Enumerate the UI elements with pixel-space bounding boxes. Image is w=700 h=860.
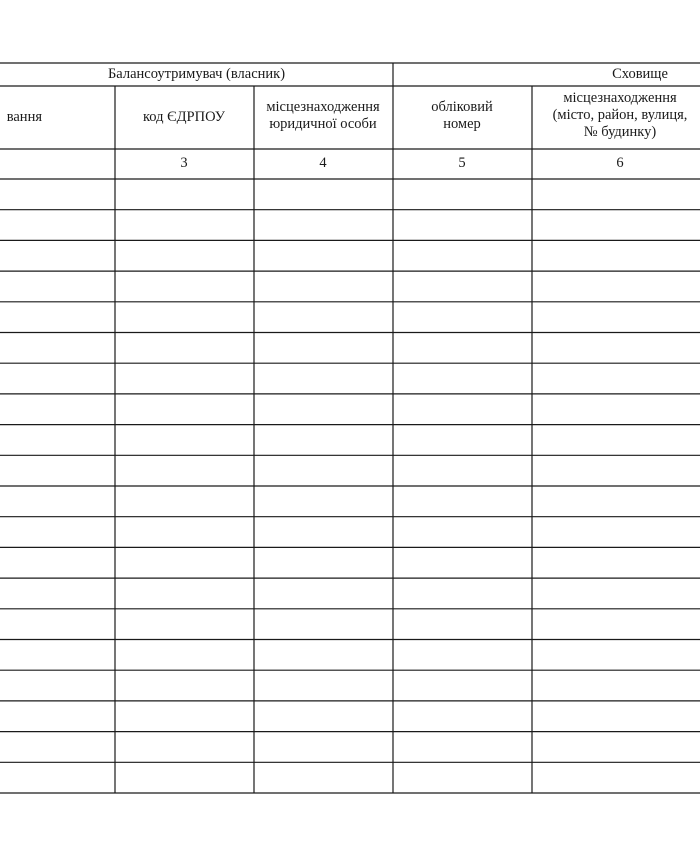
storage-location-line-1: місцезнаходження — [563, 90, 677, 106]
column-number-4: 4 — [319, 155, 327, 171]
column-header-name: вання — [6, 109, 42, 125]
storage-location-line-2: (місто, район, вулиця, — [552, 107, 688, 123]
column-header-registration-number — [393, 99, 531, 133]
column-number-5: 5 — [458, 155, 466, 171]
column-header-storage-location — [532, 90, 700, 141]
column-header-edrpou: код ЄДРПОУ — [142, 109, 226, 125]
column-number-3: 3 — [180, 155, 188, 171]
column-header-legal-location — [254, 99, 392, 133]
column-number-6: 6 — [616, 155, 624, 171]
registration-number-line-1: обліковий — [431, 99, 493, 115]
storage-location-line-3: № будинку) — [583, 124, 657, 140]
registration-number-line-2: номер — [443, 116, 481, 132]
legal-location-line-2: юридичної особи — [269, 116, 377, 132]
legal-location-line-1: місцезнаходження — [266, 99, 380, 115]
storage-group-header: Сховище — [612, 66, 668, 82]
owner-group-header: Балансоутримувач (власник) — [107, 66, 286, 82]
